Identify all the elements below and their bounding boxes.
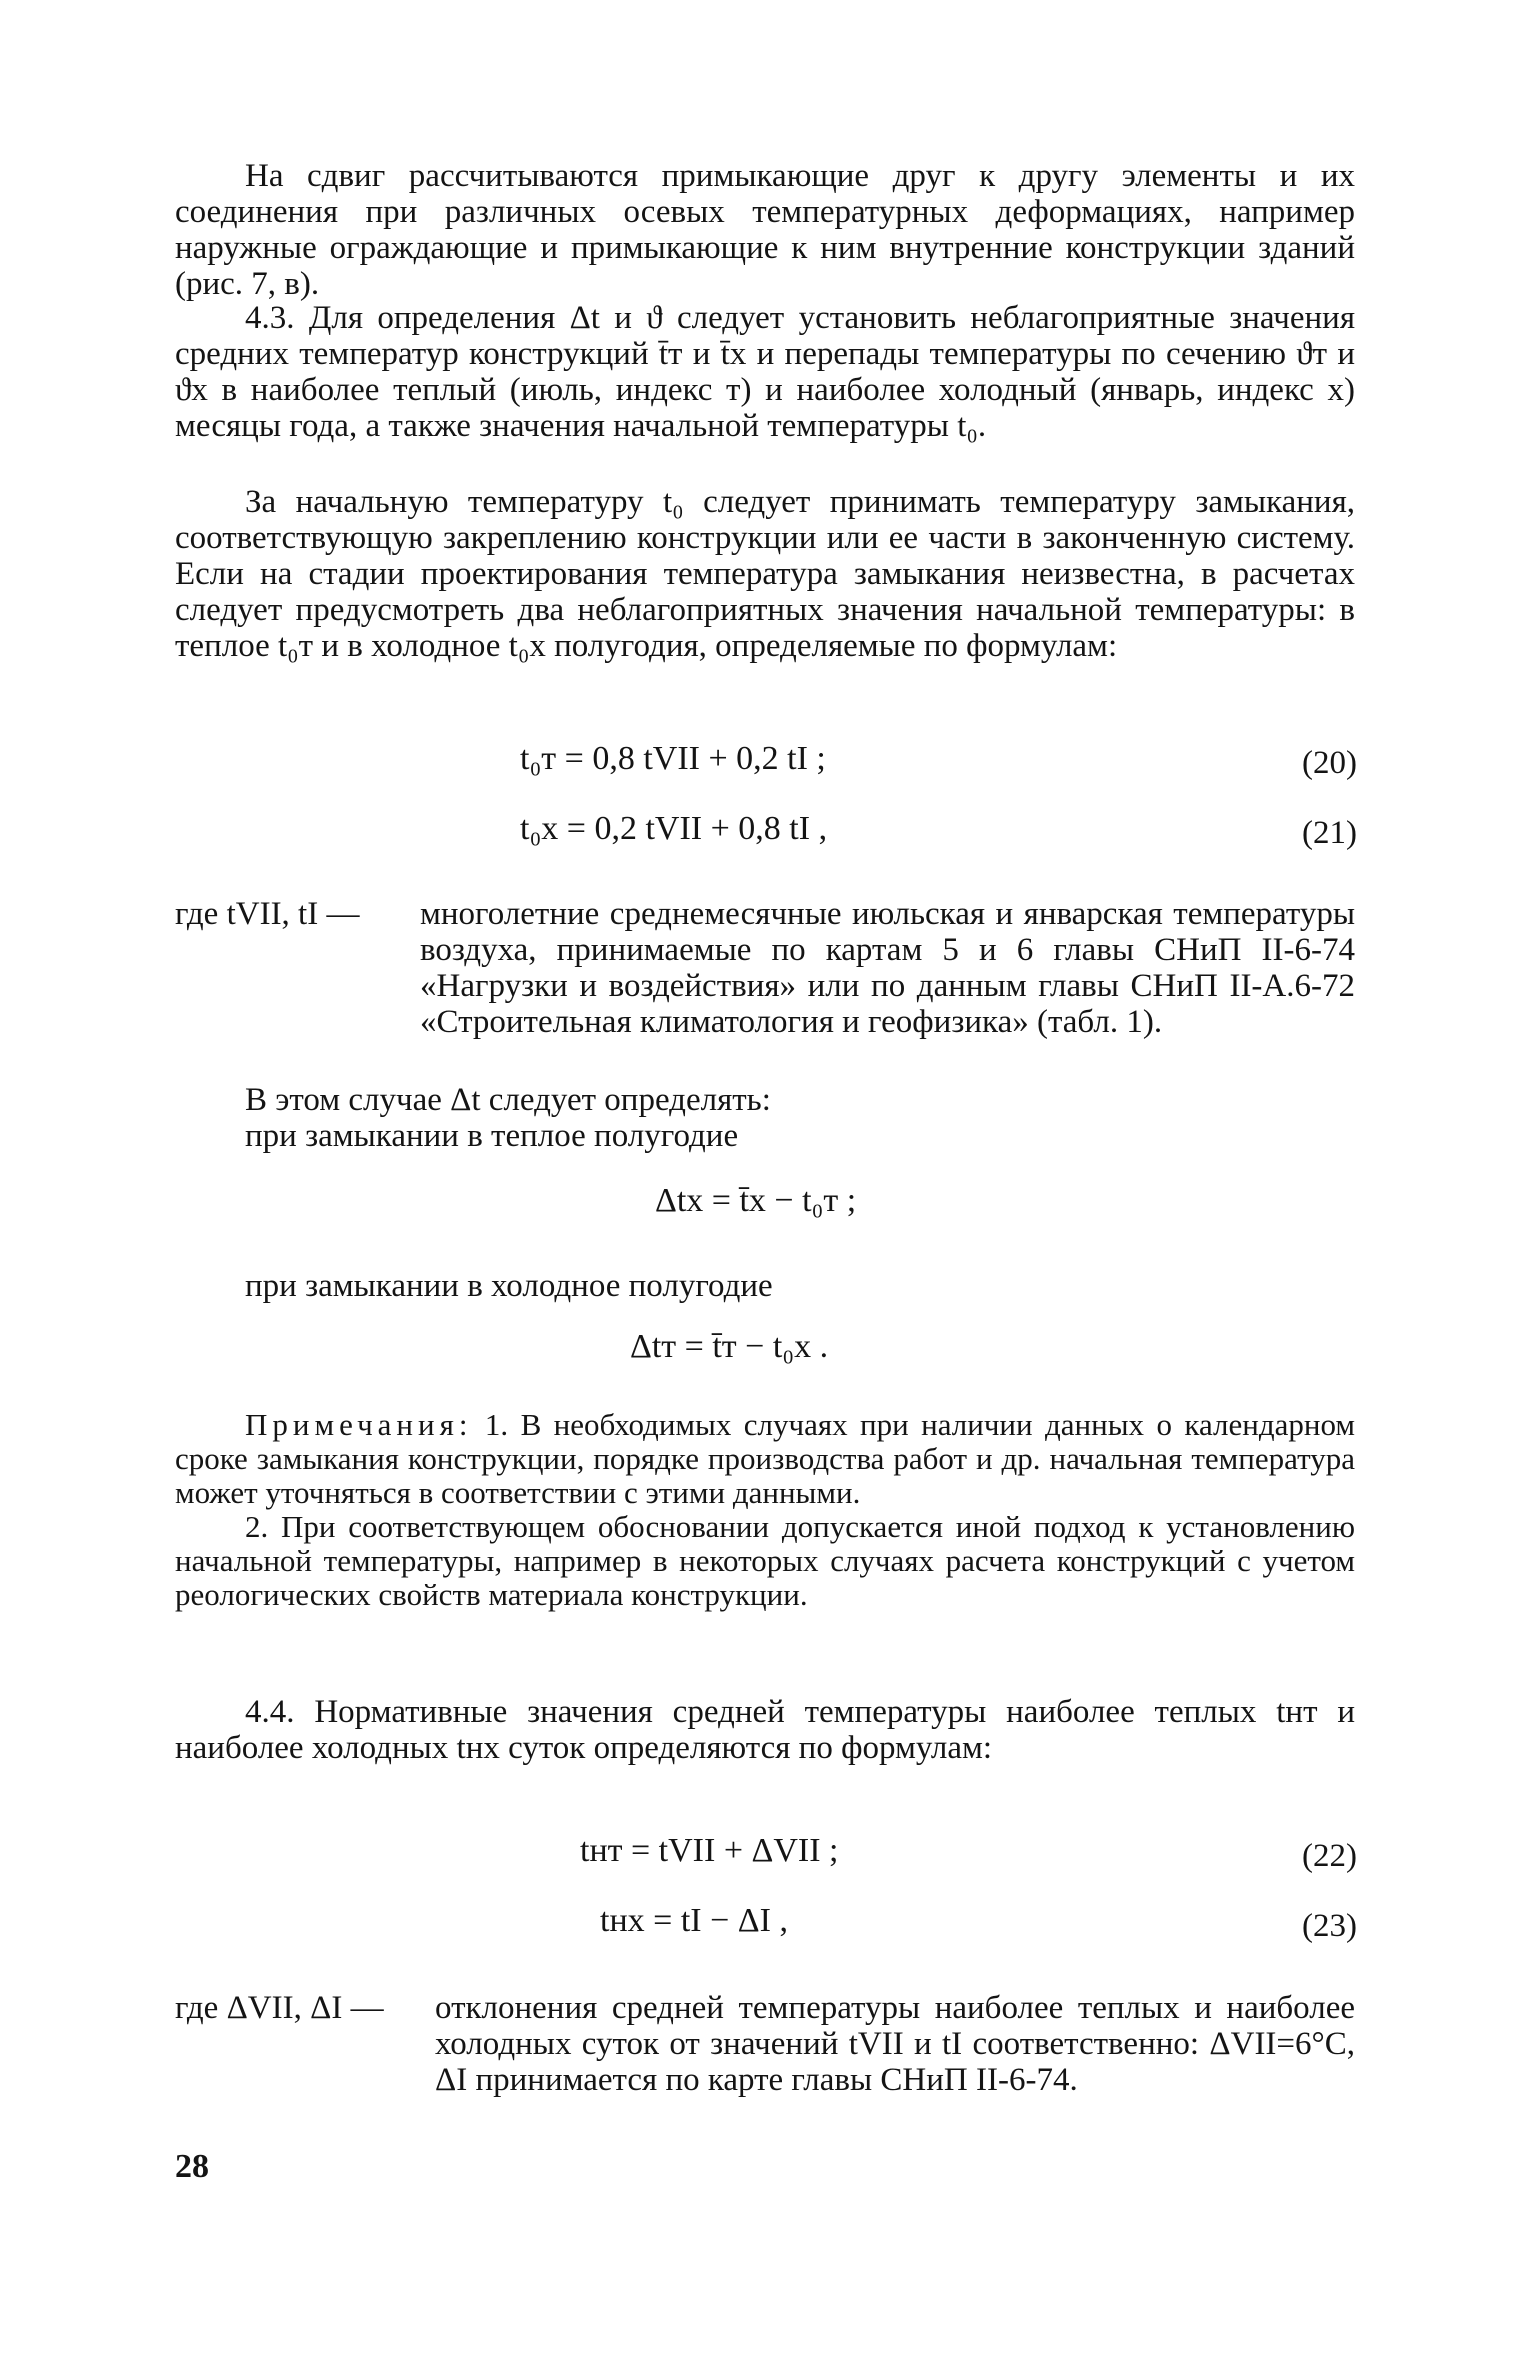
paragraph-start-temperature-text: За начальную температуру t₀ следует принимать температуру замыкания, соответствующую закреплению конструкции или ее части в законченную систему. Если на стадии проектирования температура замыкания неизвестна, в расчетах следует предусмотреть два неблагоприятных значения начальной температуры: в теплое t₀т и в холодное t₀х полугодия, определяемые по формулам:: [175, 484, 1355, 664]
paragraph-shear: [175, 158, 1355, 302]
paragraph-shear-text: На сдвиг рассчитываются примыкающие друг к другу элементы и их соединения при различных осевых температурных деформациях, например наружные ограждающие и примыкающие к ним внутренние конструкции зданий (рис. 7, в).: [175, 158, 1355, 302]
definition-delta: [175, 1990, 1355, 2098]
formula-21: t₀х = 0,2 tVII + 0,8 tI ,: [520, 810, 828, 847]
note-1: [175, 1408, 1355, 1510]
paragraph-start-temperature: [175, 484, 1355, 664]
formula-22: tнт = tVII + ΔVII ;: [580, 1832, 839, 1869]
paragraph-4-4: [175, 1694, 1355, 1766]
equation-number-23: (23): [1302, 1908, 1357, 1944]
paragraph-warm-text: при замыкании в теплое полугодие: [245, 1118, 739, 1154]
definition-delta-term: где ΔVII, ΔI —: [175, 1990, 384, 2026]
equation-number-20: (20): [1302, 745, 1357, 781]
paragraph-case: [245, 1082, 1355, 1154]
definition-tvii-ti: [175, 896, 1355, 1040]
definition-tvii-ti-body: многолетние среднемесячные июльская и январская температуры воздуха, принимаемые по картам 5 и 6 главы СНиП II-6-74 «Нагрузки и воздействия» или по данным главы СНиП II-А.6-72 «Строительная климатология и геофизика» (табл. 1).: [420, 896, 1355, 1040]
paragraph-4-3: [175, 300, 1355, 444]
equation-number-21: (21): [1302, 815, 1357, 851]
paragraph-4-3-text: 4.3. Для определения Δt и ϑ следует установить неблагоприятные значения средних температур конструкций t̄т и t̄х и перепады температуры по сечению ϑт и ϑх в наиболее теплый (июль, индекс т) и наиболее холодный (январь, индекс х) месяцы года, а также значения начальной температуры t₀.: [175, 300, 1355, 444]
definition-delta-body: отклонения средней температуры наиболее теплых и наиболее холодных суток от значений tVII и tI соответственно: ΔVII=6°С, ΔI принимается по карте главы СНиП II-6-74.: [435, 1990, 1355, 2098]
definition-tvii-ti-term: где tVII, tI —: [175, 896, 360, 932]
equation-number-22: (22): [1302, 1838, 1357, 1874]
note-2-text: 2. При соответствующем обосновании допускается иной подход к установлению начальной температуры, например в некоторых случаях расчета конструкций с учетом реологических свойств материала конструкции.: [175, 1509, 1355, 1612]
formula-20: t₀т = 0,8 tVII + 0,2 tI ;: [520, 740, 826, 777]
notes: [175, 1408, 1355, 1612]
paragraph-cold-text: при замыкании в холодное полугодие: [245, 1268, 773, 1304]
formula-delta-t-x: Δtх = t̄х − t₀т ;: [655, 1182, 857, 1219]
paragraph-4-4-text: 4.4. Нормативные значения средней температуры наиболее теплых tнт и наиболее холодных tнх суток определяются по формулам:: [175, 1694, 1355, 1766]
paragraph-cold: [245, 1268, 1355, 1304]
paragraph-case-text: В этом случае Δt следует определять:: [245, 1082, 771, 1118]
formula-delta-t-t: Δtт = t̄т − t₀х .: [630, 1328, 829, 1365]
notes-label: Примечания:: [245, 1407, 473, 1442]
formula-23: tнх = tI − ΔI ,: [600, 1902, 788, 1939]
note-1-text: 1. В необходимых случаях при наличии данных о календарном сроке замыкания конструкции, порядке производства работ и др. начальная температура может уточняться в соответствии с этими данными.: [175, 1407, 1355, 1510]
page-number: 28: [175, 2148, 209, 2185]
